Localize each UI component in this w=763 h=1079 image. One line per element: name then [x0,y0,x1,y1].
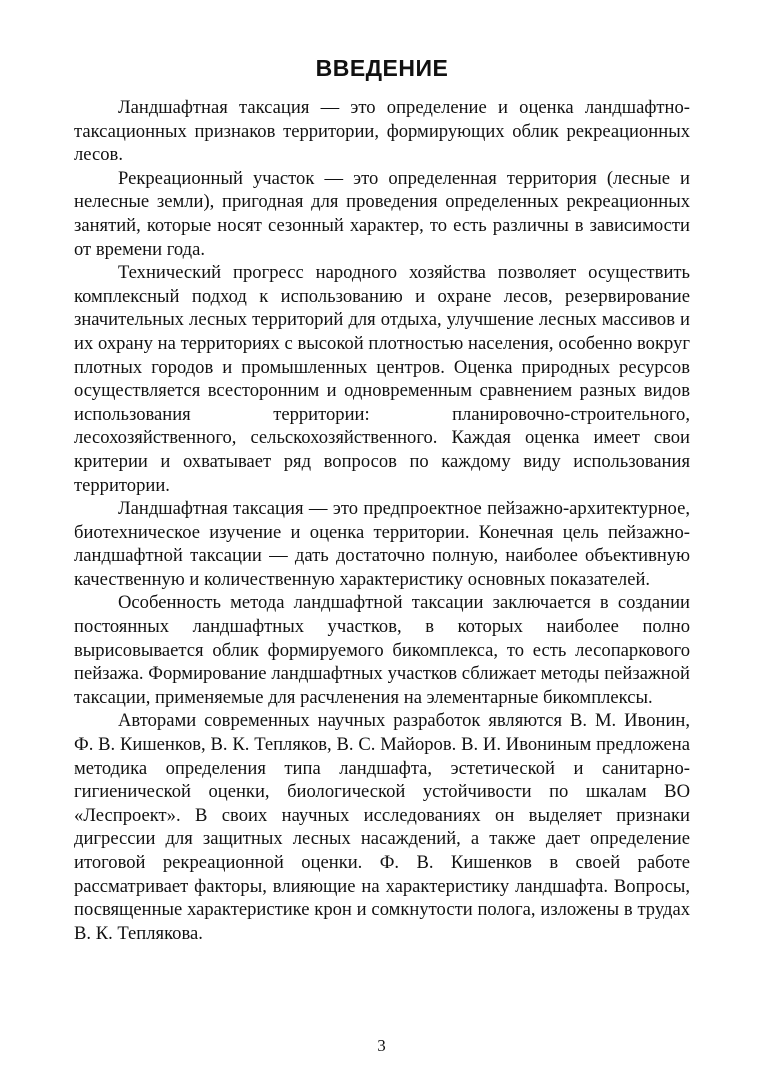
paragraph-method-feature: Особенность метода ландшафтной таксации заключается в создании постоянных ландшафтных участков, в которых наиболее полно вырисовывается облик формируемого бикомплекса, то есть лесопаркового пейзажа. Формирование ландшафтных участков сближает методы пейзажной таксации, применяемые для расчленения на элементарные бикомплексы. [74,592,690,708]
paragraph-definition-landscape-taxation: Ландшафтная таксация — это определение и оценка ландшафтно-таксационных признаков территории, формирующих облик рекреационных лесов. [74,97,690,166]
paragraph-recreational-plot: Рекреационный участок — это определенная территория (лесные и нелесные земли), пригодная для проведения определенных рекреационных занятий, которые носят сезонный характер, то есть различны в зависимости от времени года. [74,167,690,260]
paragraph-pre-project-study: Ландшафтная таксация — это предпроектное пейзажно-архитектурное, биотехническое изучение и оценка территории. Конечная цель пейзажно-ландшафтной таксации — дать достаточно полную, наиболее объективную качественную и количественную характеристику основных показателей. [74,498,690,590]
document-page [74,52,690,945]
paragraph-authors: Авторами современных научных разработок являются В. М. Ивонин, Ф. В. Кишенков, В. К. Тепляков, В. С. Майоров. В. И. Ивониным предложена методика определения типа ландшафта, эстетической и санитарно-гигиенической оценки, биологической устойчивости по шкалам ВО «Леспроект». В своих научных исследованиях он выделяет признаки дигрессии для защитных лесных насаждений, а также дает определение итоговой рекреационной оценки. Ф. В. Кишенков в своей работе рассматривает факторы, влияющие на характеристику ландшафта. Вопросы, посвященные характеристике крон и сомкнутости полога, изложены в трудах В. К. Теплякова. [74,710,690,944]
paragraph-technical-progress: Технический прогресс народного хозяйства позволяет осуществить комплексный подход к использованию и охране лесов, резервирование значительных лесных территорий для отдыха, улучшение лесных массивов и их охрану на территориях с высокой плотностью населения, особенно вокруг плотных городов и промышленных центров. Оценка природных ресурсов осуществляется всесторонним и одновременным сравнением разных видов использования территории: планировочно-строительного, лесохозяйственного, сельскохозяйственного. Каждая оценка имеет свои критерии и охватывает ряд вопросов по каждому виду использования территории. [74,262,690,496]
section-title: ВВЕДЕНИЕ [315,55,449,81]
page-number: 3 [377,1036,386,1055]
